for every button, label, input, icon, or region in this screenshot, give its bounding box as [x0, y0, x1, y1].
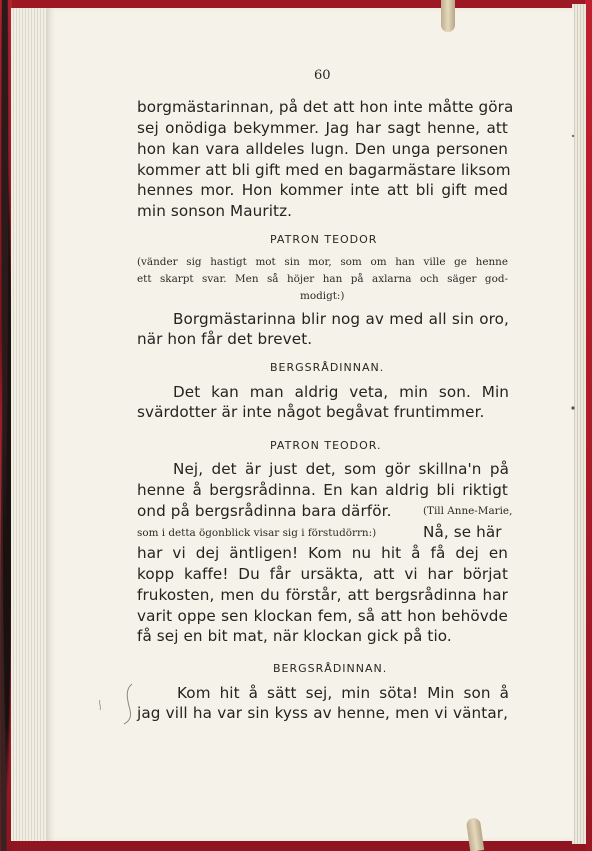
- stage-direction: modigt:): [300, 290, 345, 302]
- stage-direction: ett skarpt svar. Men så höjer han på axlarna och säger god-: [137, 273, 508, 285]
- margin-dots: [570, 130, 578, 430]
- text-line: Borgmästarinna blir nog av med all sin oro,: [173, 310, 509, 328]
- speaker-name: BERGSRÅDINNAN.: [270, 361, 385, 374]
- text-line: frukosten, men du förstår, att bergsrådinna har: [137, 586, 508, 604]
- speaker-name: PATRON TEODOR: [270, 233, 378, 246]
- text-line: Nå, se här: [423, 523, 502, 541]
- text-line: varit oppe sen klockan fem, så att hon behövde: [137, 607, 508, 625]
- page-number: 60: [314, 68, 331, 83]
- text-line: borgmästarinnan, på det att hon inte måtte göra: [137, 98, 514, 116]
- text-line: hennes mor. Hon kommer inte att bli gift med: [137, 181, 508, 199]
- text-line: hon kan vara alldeles lugn. Den unga personen: [137, 140, 508, 158]
- page-stack-edge: [11, 8, 50, 841]
- text-line: jag vill ha var sin kyss av henne, men vi väntar,: [137, 704, 508, 722]
- text-line: har vi dej äntligen! Kom nu hit å få dej en: [137, 544, 508, 562]
- text-line: Kom hit å sätt sej, min söta! Min son å: [177, 684, 509, 702]
- text-line: svärdotter är inte något begåvat fruntimmer.: [137, 403, 485, 421]
- text-line: min sonson Mauritz.: [137, 202, 293, 220]
- speaker-name: PATRON TEODOR.: [270, 439, 382, 452]
- bookmark-ribbon-top: [441, 0, 455, 32]
- text-line: ond på bergsrådinna bara därför.: [137, 502, 392, 520]
- speaker-name: BERGSRÅDINNAN.: [273, 662, 388, 675]
- stage-direction: (vänder sig hastigt mot sin mor, som om han ville ge henne: [137, 256, 508, 268]
- text-line: henne å bergsrådinna. En kan aldrig bli riktigt: [137, 481, 508, 499]
- text-line: kopp kaffe! Du får ursäkta, att vi har börjat: [137, 565, 508, 583]
- stage-direction: som i detta ögonblick visar sig i förstudörrn:): [137, 527, 377, 539]
- pencil-bracket-mark: [94, 680, 138, 726]
- text-line: Det kan man aldrig veta, min son. Min: [173, 383, 509, 401]
- text-line: när hon får det brevet.: [137, 330, 313, 348]
- text-line: kommer att bli gift med en bagarmästare liksom: [137, 161, 511, 179]
- stage-direction: (Till Anne-Marie,: [423, 505, 513, 517]
- text-line: sej onödiga bekymmer. Jag har sagt henne, att: [137, 119, 508, 137]
- book-cover-right: [585, 0, 592, 851]
- text-line: få sej en bit mat, när klockan gick på tio.: [137, 627, 452, 645]
- text-line: Nej, det är just det, som gör skillna'n på: [173, 460, 509, 478]
